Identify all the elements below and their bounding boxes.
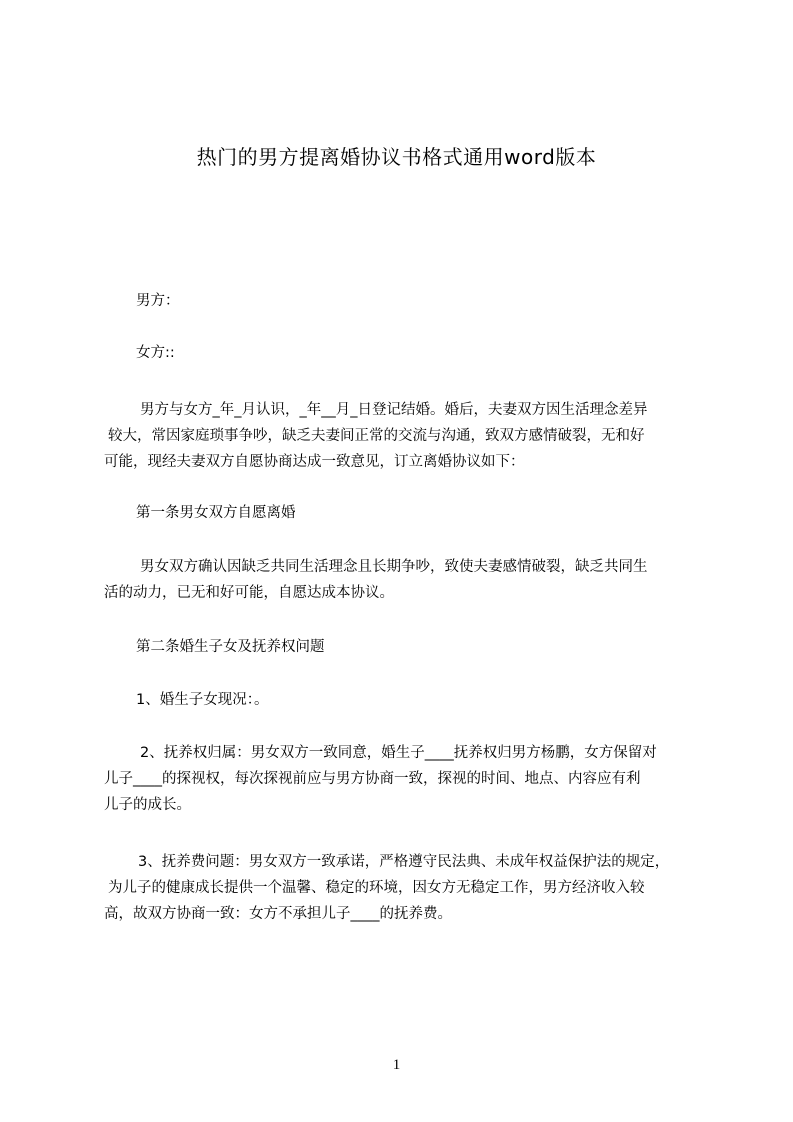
item-3-support: [104, 849, 669, 927]
female-party-label: 女方::: [136, 345, 175, 361]
male-party-label: 男方：: [136, 293, 180, 309]
intro-line: 可能，现经夫妻双方自愿协商达成一致意见，订立离婚协议如下：: [104, 454, 525, 470]
page-number: 1: [392, 1057, 401, 1073]
article-1-body: [104, 554, 648, 606]
document-title: 热门的男方提离婚协议书格式通用word版本: [196, 145, 597, 169]
article-1-heading: 第一条男女双方自愿离婚: [136, 505, 296, 521]
intro-line: 男方与女方_年_月认识，_年__月_日登记结婚。婚后，夫妻双方因生活理念差异: [140, 402, 648, 418]
item-3-line: 为儿子的健康成长提供一个温馨、稳定的环境，因女方无稳定工作，男方经济收入较: [108, 880, 645, 896]
item-2-line: 儿子的成长。: [104, 797, 191, 813]
intro-line: 较大，常因家庭琐事争吵，缺乏夫妻间正常的交流与沟通，致双方感情破裂，无和好: [108, 428, 645, 444]
item-1-children-status: 1、婚生子女现况：。: [136, 692, 269, 708]
intro-paragraph: [104, 397, 648, 475]
article-1-line: 活的动力，已无和好可能，自愿达成本协议。: [104, 585, 394, 601]
item-2-line: 儿子____的探视权，每次探视前应与男方协商一致，探视的时间、地点、内容应有利: [104, 771, 641, 787]
item-3-line: 高，故双方协商一致：女方不承担儿子____的抚养费。: [104, 906, 452, 922]
item-3-line: 3、抚养费问题：男女双方一致承诺，严格遵守民法典、未成年权益保护法的规定，: [138, 854, 670, 870]
item-2-custody: [104, 740, 657, 818]
item-2-line: 2、抚养权归属：男女双方一致同意，婚生子____抚养权归男方杨鹏，女方保留对: [140, 745, 657, 761]
article-2-heading: 第二条婚生子女及抚养权问题: [136, 639, 325, 655]
article-1-line: 男女双方确认因缺乏共同生活理念且长期争吵，致使夫妻感情破裂，缺乏共同生: [140, 559, 648, 575]
